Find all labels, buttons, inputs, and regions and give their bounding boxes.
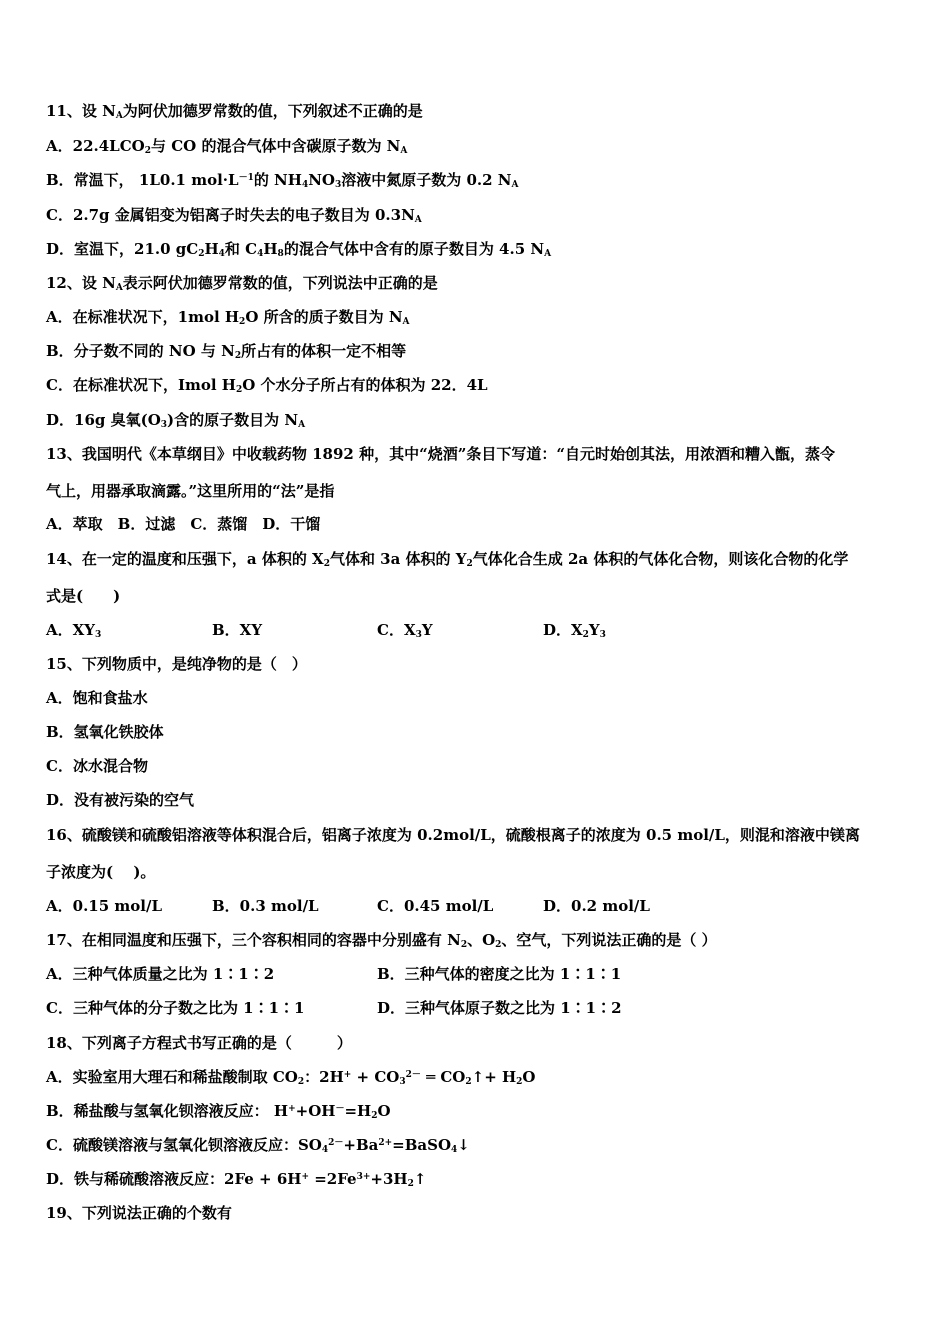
q13-options: A．萃取 B．过滤 C．蒸馏 D．干馏 bbox=[46, 515, 321, 533]
q16-option-a: A．0.15 mol/L bbox=[46, 897, 162, 915]
q14-option-a: A．$XY_3$ bbox=[46, 621, 102, 640]
q15-option-c: C．冰水混合物 bbox=[46, 757, 148, 775]
q18-option-d: D．铁与稀硫酸溶液反应：$2Fe + 6H^+ =2Fe^{3+}+3H_2↑$ bbox=[46, 1170, 427, 1189]
q14-option-b: B．XY bbox=[212, 621, 263, 639]
q11-option-b: B．常温下， 1L0.1 $mol\cdot L^{-1}$的 $NH_4NO_3$溶液中氮原子数为 0.2 $N_A$ bbox=[46, 171, 519, 190]
q17-option-b: B．三种气体的密度之比为 1∶1∶1 bbox=[377, 965, 622, 983]
q15-option-a: A．饱和食盐水 bbox=[46, 689, 148, 707]
q17-option-c: C．三种气体的分子数之比为 1∶1∶1 bbox=[46, 999, 305, 1017]
q16-stem-line1: 16、硫酸镁和硫酸铝溶液等体积混合后，铝离子浓度为 0.2mol/L，硫酸根离子的浓度为 0.5 mol/L，则混和溶液中镁离 bbox=[46, 826, 860, 844]
q17-option-d: D．三种气体原子数之比为 1∶1∶2 bbox=[377, 999, 622, 1017]
q16-option-c: C．0.45 mol/L bbox=[377, 897, 494, 915]
q13-stem-line2: 气上，用器承取滴露。”这里所用的“法”是指 bbox=[46, 482, 335, 500]
q12-option-b: B．分子数不同的 NO 与 $N_2$所占有的体积一定不相等 bbox=[46, 342, 407, 361]
q18-stem: 18、下列离子方程式书写正确的是（ ） bbox=[46, 1034, 352, 1052]
q14-stem-line1: 14、在一定的温度和压强下，a 体积的 $X_2$气体和 3a 体积的 $Y_2$气体化合生成 2a 体积的气体化合物，则该化合物的化学 bbox=[46, 550, 849, 569]
q14-option-c: C．$X_3Y$ bbox=[377, 621, 433, 640]
q19-stem: 19、下列说法正确的个数有 bbox=[46, 1204, 232, 1222]
q16-option-d: D．0.2 mol/L bbox=[543, 897, 650, 915]
q15-stem: 15、下列物质中，是纯净物的是（ ） bbox=[46, 655, 307, 673]
q15-option-b: B．氢氧化铁胶体 bbox=[46, 723, 164, 741]
q12-option-c: C．在标准状况下，Imol $H_2O$ 个水分子所占有的体积为 22．4L bbox=[46, 376, 488, 395]
q12-option-a: A．在标准状况下，1mol $H_2O$ 所含的质子数目为 $N_A$ bbox=[46, 308, 410, 327]
q11-stem: 11、设 $N_A$为阿伏加德罗常数的值，下列叙述不正确的是 bbox=[46, 102, 423, 121]
q14-stem-line2: 式是( ) bbox=[46, 587, 121, 605]
q11-option-a: A．$22.4LCO_2$与 CO 的混合气体中含碳原子数为 $N_A$ bbox=[46, 137, 408, 156]
q15-option-d: D．没有被污染的空气 bbox=[46, 791, 195, 809]
q16-option-b: B．0.3 mol/L bbox=[212, 897, 319, 915]
q18-option-b: B．稀盐酸与氢氧化钡溶液反应： $H^++OH^-=H_2O$ bbox=[46, 1102, 391, 1121]
q12-stem: 12、设 $N_A$表示阿伏加德罗常数的值，下列说法中正确的是 bbox=[46, 274, 438, 293]
q11-option-c: C．2.7g 金属铝变为铝离子时失去的电子数目为 $0.3N_A$ bbox=[46, 206, 422, 225]
q13-stem-line1: 13、我国明代《本草纲目》中收载药物 1892 种，其中“烧酒”条目下写道：“自元时始创其法，用浓酒和糟入甑，蒸令 bbox=[46, 445, 835, 463]
q18-option-c: C．硫酸镁溶液与氢氧化钡溶液反应：$SO_4^{2-}+Ba^{2+}=BaSO_4↓$ bbox=[46, 1136, 470, 1155]
q16-stem-line2: 子浓度为( )。 bbox=[46, 863, 156, 881]
q12-option-d: D．16g 臭氧$(O_3)$含的原子数目为 $N_A$ bbox=[46, 411, 306, 430]
q11-option-d: D．室温下，21.0 $gC_2H_4$和 $C_4H_8$的混合气体中含有的原子数目为 4.5 $N_A$ bbox=[46, 240, 552, 259]
q17-stem: 17、在相同温度和压强下，三个容积相同的容器中分别盛有 $N_2$、$O_2$、空气，下列说法正确的是（ ） bbox=[46, 931, 717, 950]
q17-option-a: A．三种气体质量之比为 1∶1∶2 bbox=[46, 965, 275, 983]
q14-option-d: D．$X_2Y_3$ bbox=[543, 621, 606, 640]
q18-option-a: A．实验室用大理石和稀盐酸制取 $CO_2$：$2H^+ + CO_3^{2-}$ ═ $CO_2↑+ H_2O$ bbox=[46, 1068, 536, 1087]
